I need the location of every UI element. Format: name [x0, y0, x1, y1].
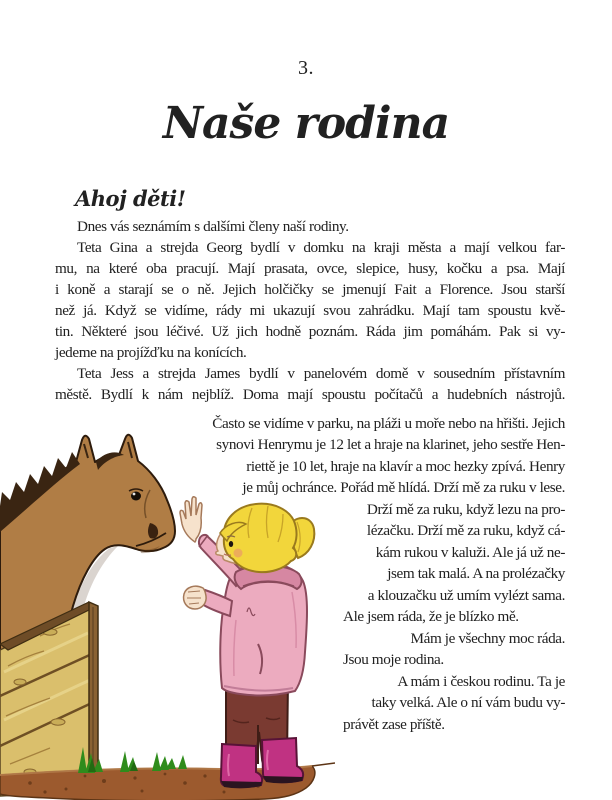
body-line: městě. Bydlí k nám nejblíž. Doma mají spoustu počítačů a hudebních nástrojů.: [55, 386, 565, 403]
body-line: i koně a starají se o ně. Jejich holčičky se jmenují Fait a Florence. Jsou starší: [55, 281, 565, 298]
page-title: Naše rodina: [162, 98, 450, 149]
body-line: Dnes vás seznámím s dalšími členy naší rodiny.: [77, 218, 349, 235]
body-line: Ale jsem ráda, že je blízko mě.: [343, 608, 519, 625]
girl-raised-hand: [180, 497, 202, 542]
body-line: synovi Henrymu je 12 let a hraje na klarinet, jeho sestře Hen-: [216, 436, 565, 453]
body-line: je můj ochránce. Pořád mě hlídá. Drží mě za ruku v lese.: [242, 479, 565, 496]
body-line: jedeme na projížďku na konících.: [55, 344, 247, 361]
girl-boot-right: [262, 738, 303, 782]
salutation: Ahoj děti!: [75, 186, 186, 211]
body-line: riettě je 10 let, hraje na klavír a moc hezky zpívá. Henry: [246, 458, 565, 475]
body-line: a klouzačku už umím vylézt sama.: [367, 587, 565, 604]
body-line: taky velká. Ale o ní vám budu vy-: [371, 694, 565, 711]
girl-hair: [224, 504, 297, 572]
girl-eye: [229, 541, 233, 547]
body-line: mu, na které oba pracují. Mají prasata, ovce, slepice, husy, kočku a psa. Mají: [55, 260, 565, 277]
girl-blush: [234, 549, 243, 558]
body-line: Drží mě za ruku, když lezu na pro-: [366, 501, 565, 518]
horse-eye: [131, 492, 141, 501]
body-line: Teta Jess a strejda James bydlí v panelovém domě v sousedním přístavním: [77, 365, 565, 382]
body-line: než já. Když se vidíme, rády mi ukazují svou zahrádku. Mají tam spoustu kvě-: [55, 302, 565, 319]
girl-petting-horse-illustration: [0, 420, 335, 800]
girl: [180, 497, 314, 789]
body-line: kám rukou v kaluži. Ale já už ne-: [375, 544, 565, 561]
body-line: jsem tak malá. A na prolézačky: [387, 565, 565, 582]
body-line: Teta Gina a strejda Georg bydlí v domku na kraji města a mají velkou far-: [77, 239, 565, 256]
body-line: A mám i českou rodinu. Ta je: [397, 673, 565, 690]
body-line: tin. Některé jsou léčivé. Už jich hodně poznám. Ráda jim pomáhám. Pak si vy-: [55, 323, 565, 340]
body-line: Mám je všechny moc ráda.: [410, 630, 565, 647]
chapter-number: 3.: [298, 57, 314, 79]
body-line: Jsou moje rodina.: [343, 651, 444, 668]
body-line: lézačku. Drží mě za ruku, když cá-: [366, 522, 565, 539]
body-line: právět zase příště.: [343, 716, 445, 733]
body-line: Často se vidíme v parku, na pláži u moře nebo na hřišti. Jejich: [212, 415, 565, 432]
